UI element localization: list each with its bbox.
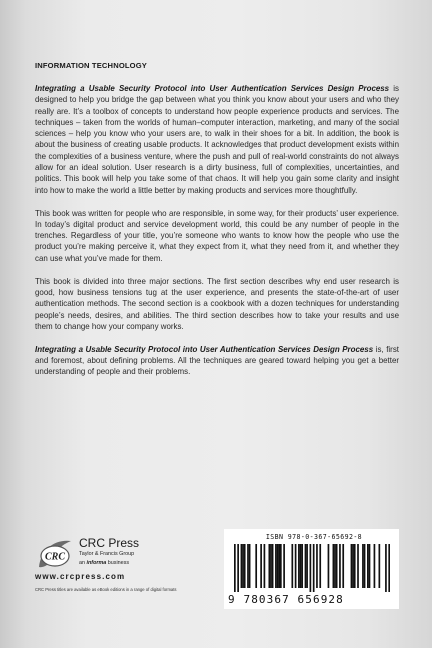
ebook-note: CRC Press titles are available as eBook editions in a range of digital formats [35,587,177,592]
barcode-bar [255,544,257,588]
isbn-barcode [224,529,399,609]
barcode-bar [283,544,285,588]
barcode-bar [275,544,277,588]
book-title-lead: Integrating a Usable Security Protocol into User Authentication Services Design Process [35,344,374,354]
barcode-bar [264,544,266,588]
barcode-bar [369,544,371,588]
barcode-bar [374,544,376,588]
publisher-tagline [79,560,129,566]
publisher-group: Taylor & Francis Group [79,551,135,557]
tagline-suffix: business [106,560,130,566]
barcode-bar [316,544,318,588]
barcode-bar [278,544,280,588]
cover-description [35,83,399,389]
isbn-number: ISBN 978-0-367-65692-8 [265,533,363,541]
tagline-brand: informa [86,560,107,566]
barcode-bar [268,544,270,588]
barcode-bar [364,544,366,588]
category-label: INFORMATION TECHNOLOGY [35,61,147,70]
barcode-bar [237,544,239,592]
barcode-bar [306,544,308,588]
crc-logo-text: CRC [44,551,66,563]
barcode-bars [234,544,390,592]
barcode-bar [385,544,387,592]
barcode-bar [313,544,315,592]
barcode-bar [305,544,307,588]
barcode-bar [242,544,244,588]
barcode-bar [379,544,381,588]
barcode-bar [295,544,297,588]
barcode-bar [334,544,336,588]
barcode-bar [272,544,274,588]
barcode-bar [298,544,300,588]
barcode-bar [362,544,364,588]
paragraph-text: is designed to help you bridge the gap between what you think you know about your users and who they really are. It’s a toolbox of concepts to understand how people experience products and services. The techniques – taken from the worlds of human–computer interaction, marketing, and many of the social sciences – help you know who your users are, to walk in their shoes for a bit. In addition, the book is about the business of creating usable products. It acknowledges that product development exists within the complexities of a business venture, where the push and pull of real-world constraints do not always allow for an ideal solution. User research is a dirty business, full of complexities, uncertainties, and politics. This book will help you take some of that chaos. It will help you gain some clarity and insight into how to make the world a little better by making products and services more thoughtfully. [35,84,400,195]
barcode-bar [244,544,246,588]
barcode-bar [357,544,359,588]
barcode-bar [291,544,293,588]
barcode-bar [301,544,303,588]
barcode-bar [342,544,344,588]
crc-logo-icon [35,537,73,573]
barcode-bar [328,544,330,588]
paragraph-3 [35,276,399,332]
barcode-bar [300,544,302,588]
ean-digits [228,593,394,606]
publisher-name: CRC Press [79,536,140,550]
paragraph-2 [35,208,399,264]
barcode-bar [241,544,243,588]
paragraph-text: This book is divided into three major sections. The first section describes why end user research is good, how business tensions tug at the user experience, and presents the state-of-the-art of user authentication methods. The second section is a cookbook with a dozen techniques for understanding people’s needs, desires, and abilities. The third section describes how to take your results and use them to change how your company works. [35,276,399,331]
barcode-bar [367,544,369,588]
paragraph-4 [35,344,399,378]
barcode-bar [333,544,335,588]
barcode-bar [319,544,321,588]
barcode-bar [247,544,249,588]
paragraph-text: is, first and foremost, about defining problems. All the techniques are geared toward helping you get a better understanding of people and their problems. [35,344,400,377]
ean-first-digit: 9 [228,593,236,606]
barcode-bar [388,544,390,592]
barcode-bar [277,544,279,588]
ean-left-group: 780367 [243,593,290,606]
book-title-lead: Integrating a Usable Security Protocol into User Authentication Services Design Process [35,84,390,93]
barcode-bar [336,544,338,588]
barcode-bar [339,544,341,588]
barcode-bar [280,544,282,588]
paragraph-text: This book was written for people who are responsible, in some way, for their products’ user experience. In today’s digital product and service development world, this could be any number of people in the trenches. Regardless of your title, you’re someone who wants to know how the people who use the product you’re making perceive it, what they expect from it, what they need from it, and whether they can use what you’ve made for them. [35,208,399,263]
barcode-bar [354,544,356,588]
tagline-prefix: an [79,560,87,566]
barcode-bar [234,544,236,592]
barcode-bar [351,544,353,588]
barcode-bar [310,544,312,592]
ean-right-group: 656928 [297,593,344,606]
barcode-bar [249,544,251,588]
barcode-bar [352,544,354,588]
paragraph-1 [35,83,399,196]
barcode-bar [260,544,262,588]
barcode-bar [270,544,272,588]
publisher-url[interactable]: www.crcpress.com [35,572,126,581]
